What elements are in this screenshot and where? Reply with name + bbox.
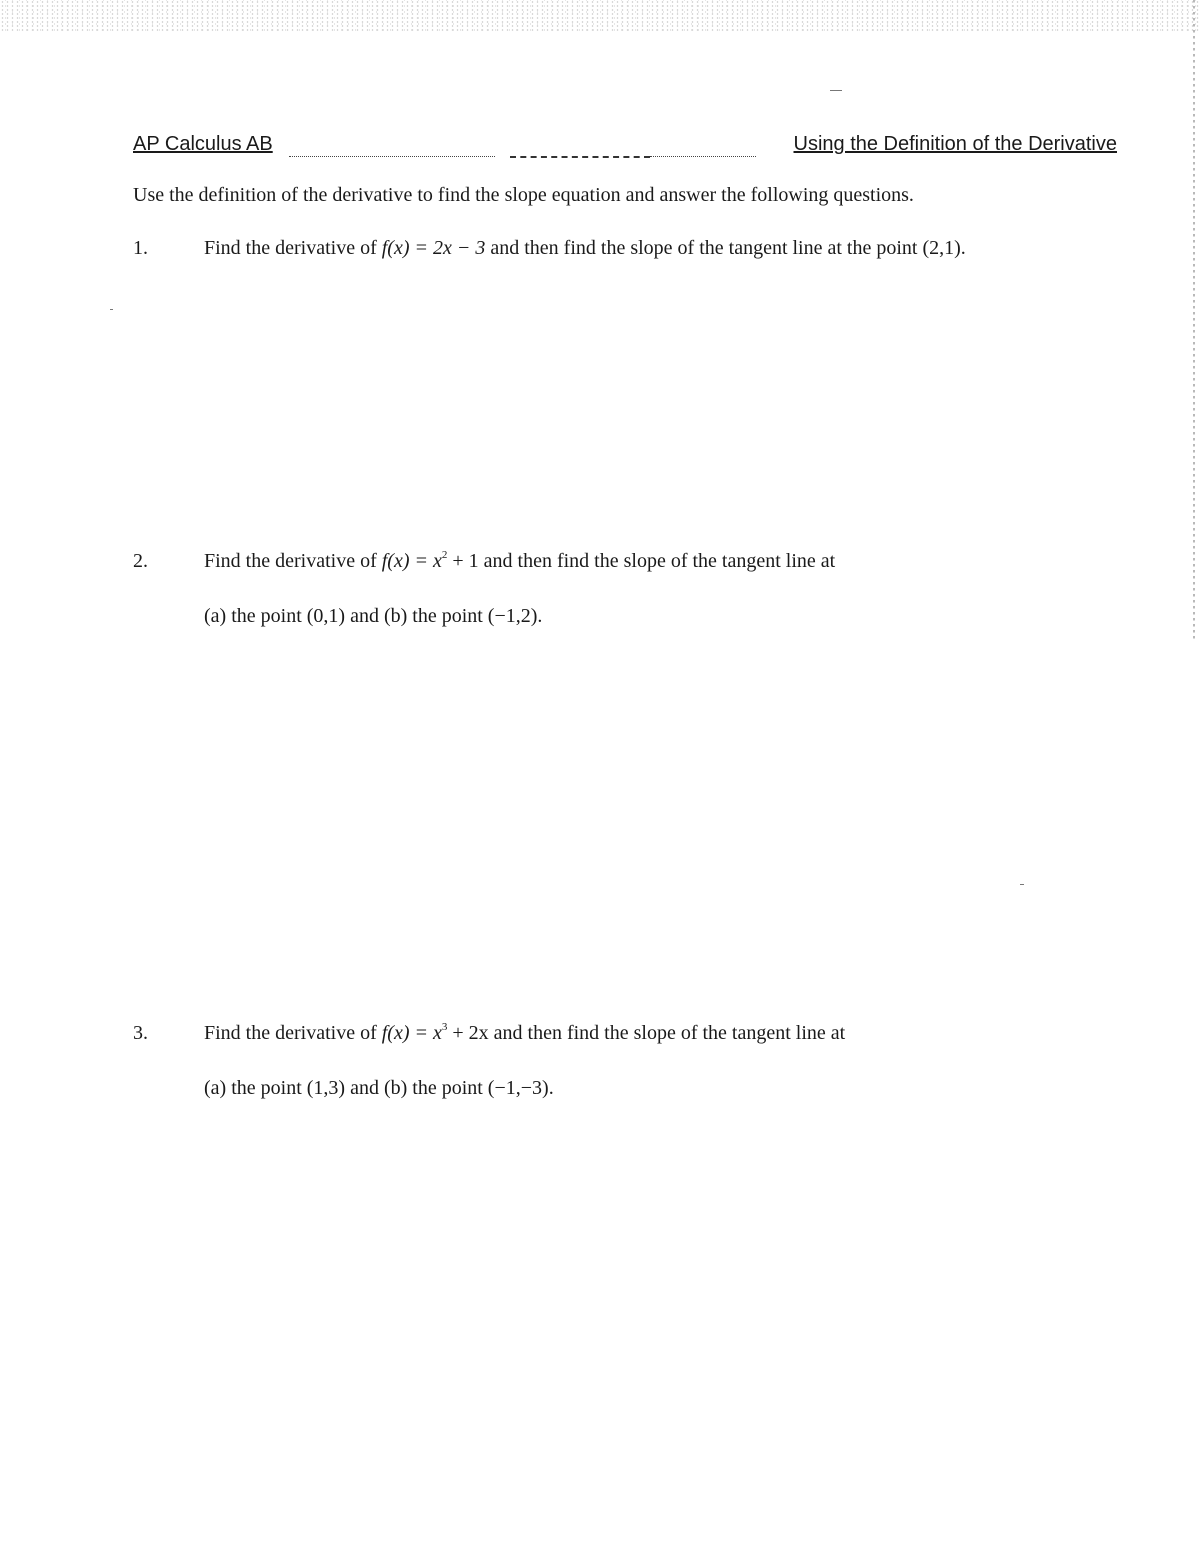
exponent: 3 [441, 1021, 448, 1033]
header-rule-left [289, 156, 495, 157]
question-number: 3. [133, 1022, 148, 1044]
function-expression: f(x) = x [381, 550, 442, 572]
question-text: and then find the slope of the tangent line at the point (2,1). [485, 237, 966, 259]
question-1-line-1 [204, 237, 966, 260]
question-text: Find the derivative of [204, 237, 382, 259]
header-rule-right [650, 156, 756, 157]
question-number: 1. [133, 237, 148, 259]
exponent: 2 [441, 549, 448, 561]
question-number: 2. [133, 550, 148, 572]
function-expression-tail: + 2x [447, 1022, 489, 1044]
scan-speck [830, 90, 842, 91]
scan-edge-right [1193, 0, 1195, 640]
function-expression: f(x) = 2x − 3 [381, 237, 486, 259]
question-text: and then find the slope of the tangent line at [478, 550, 836, 572]
question-2-line-2: (a) the point (0,1) and (b) the point (−1,2). [204, 605, 543, 627]
question-text: Find the derivative of [204, 1022, 382, 1044]
question-3-line-2: (a) the point (1,3) and (b) the point (−1,−3). [204, 1077, 554, 1099]
question-text: and then find the slope of the tangent line at [488, 1022, 846, 1044]
header-rule-middle [510, 156, 650, 158]
worksheet-topic: Using the Definition of the Derivative [793, 133, 1117, 155]
function-expression: f(x) = x [381, 1022, 442, 1044]
question-3-line-1 [204, 1022, 845, 1045]
scan-noise-top [0, 0, 1200, 32]
question-2-line-1 [204, 550, 835, 573]
function-expression-tail: + 1 [447, 550, 479, 572]
question-text: Find the derivative of [204, 550, 382, 572]
instructions: Use the definition of the derivative to find the slope equation and answer the following questions. [133, 184, 914, 206]
course-title: AP Calculus AB [133, 133, 273, 155]
scan-speck [1020, 884, 1024, 885]
scan-speck [110, 309, 113, 310]
